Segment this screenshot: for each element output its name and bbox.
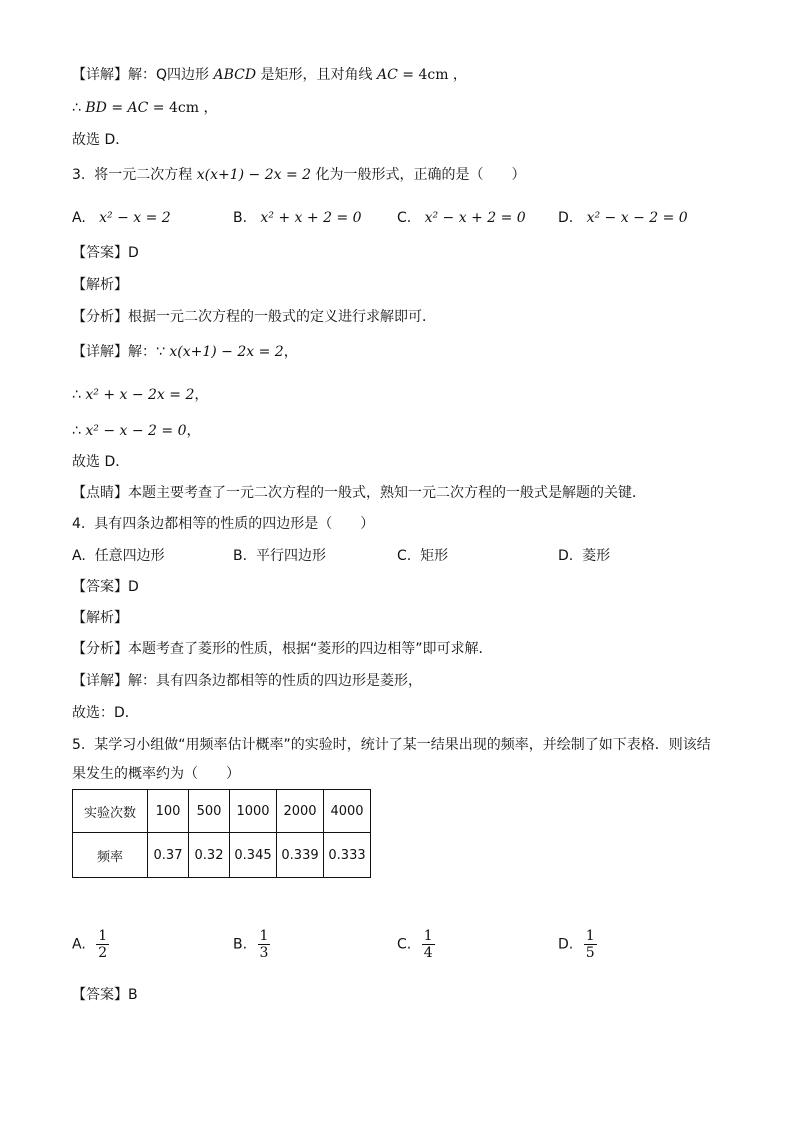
question-text: 具有四条边都相等的性质的四边形是（ ） bbox=[94, 516, 375, 532]
q4-option-d bbox=[558, 546, 610, 566]
answer-tag: 【答案】 bbox=[72, 579, 128, 595]
q3-option-d bbox=[558, 208, 688, 228]
option-label: C. bbox=[397, 548, 412, 564]
table-row bbox=[73, 790, 371, 833]
denominator: 5 bbox=[585, 945, 595, 961]
math-equation: x² + x − 2x = 2 bbox=[85, 387, 195, 403]
option-label: A. bbox=[72, 210, 86, 226]
q5-option-a bbox=[72, 928, 109, 961]
option-text: 平行四边形 bbox=[255, 548, 326, 564]
option-label: B. bbox=[233, 548, 248, 564]
option-label: D. bbox=[558, 548, 574, 564]
math-ac: AC bbox=[127, 100, 149, 116]
question-text: 化为一般形式，正确的是（ ） bbox=[311, 167, 526, 183]
therefore-symbol: ∴ bbox=[72, 423, 86, 439]
numerator: 1 bbox=[423, 928, 433, 944]
q4-xiangjie bbox=[72, 671, 422, 691]
math-value: = 4cm ， bbox=[397, 67, 467, 83]
q3-dianjing bbox=[72, 483, 646, 503]
q3-step-2 bbox=[72, 421, 200, 441]
option-label: C. bbox=[397, 936, 412, 953]
punct: ， bbox=[186, 423, 201, 439]
denominator: 4 bbox=[423, 945, 433, 961]
question-text: 将一元二次方程 bbox=[94, 167, 197, 183]
detail-prefix: 解：∵ bbox=[128, 344, 170, 360]
q4-fenxi bbox=[72, 639, 493, 659]
table-header-cell: 2000 bbox=[277, 790, 324, 833]
math-equation: x² − x − 2 = 0 bbox=[85, 423, 187, 439]
therefore-symbol: ∴ bbox=[72, 387, 86, 403]
table-header-cell: 1000 bbox=[230, 790, 277, 833]
punct: ， bbox=[283, 344, 298, 360]
solution-prefix: 解： bbox=[128, 67, 156, 83]
therefore-symbol: ∴ bbox=[72, 100, 86, 116]
answer-tag: 【答案】 bbox=[72, 245, 128, 261]
q3-fenxi bbox=[72, 307, 436, 327]
dianjing-text: 本题主要考查了一元二次方程的一般式，熟知一元二次方程的一般式是解题的关键． bbox=[128, 485, 646, 501]
math-abcd: ABCD bbox=[213, 67, 257, 83]
table-cell: 0.333 bbox=[324, 833, 371, 878]
math-bd: BD bbox=[85, 100, 107, 116]
q4-option-c bbox=[397, 546, 448, 566]
fraction bbox=[584, 928, 597, 961]
option-label: B. bbox=[233, 210, 248, 226]
q3-option-b bbox=[233, 208, 362, 228]
fraction bbox=[422, 928, 435, 961]
text-segment: 四边形 bbox=[167, 67, 214, 83]
question-number: 4. bbox=[72, 516, 86, 532]
option-label: D. bbox=[558, 936, 574, 953]
q5-option-c bbox=[397, 928, 435, 961]
solution-line-1 bbox=[72, 65, 467, 85]
q3-step-1 bbox=[72, 385, 208, 405]
question-number: 5. bbox=[72, 737, 86, 753]
detail-text: 解：具有四条边都相等的性质的四边形是菱形， bbox=[128, 673, 422, 689]
q4-option-a bbox=[72, 546, 165, 566]
solution-line-2 bbox=[72, 98, 217, 118]
q4-select: 故选：D． bbox=[72, 705, 139, 721]
q3-option-c bbox=[397, 208, 526, 228]
math-value: = 4cm ， bbox=[148, 100, 218, 116]
detail-tag: 【详解】 bbox=[72, 344, 128, 360]
math-equation: x(x+1) − 2x = 2 bbox=[196, 167, 312, 183]
option-label: C. bbox=[397, 210, 412, 226]
dianjing-tag: 【点睛】 bbox=[72, 485, 128, 501]
option-math: x² − x − 2 = 0 bbox=[586, 210, 688, 226]
answer-tag: 【答案】 bbox=[72, 987, 128, 1003]
cell-value: 0.339 bbox=[281, 847, 319, 863]
punct: ， bbox=[194, 387, 209, 403]
fenxi-text: 根据一元二次方程的一般式的定义进行求解即可． bbox=[128, 309, 436, 325]
q3-xiangjie bbox=[72, 342, 298, 362]
question-4 bbox=[72, 514, 374, 534]
option-text: 菱形 bbox=[582, 548, 611, 564]
option-label: D. bbox=[558, 210, 574, 226]
denominator: 3 bbox=[259, 945, 269, 961]
answer-value: B bbox=[128, 987, 138, 1003]
option-label: A. bbox=[72, 936, 86, 953]
q3-option-a bbox=[72, 208, 171, 228]
cell-value: 0.37 bbox=[153, 847, 183, 863]
answer-value: D bbox=[128, 579, 139, 595]
q5-answer bbox=[72, 985, 138, 1005]
q3-select: 故选 D． bbox=[72, 454, 130, 470]
option-math: x² + x + 2 = 0 bbox=[260, 210, 362, 226]
math-ac: AC bbox=[377, 67, 398, 83]
table-cell: 频率 bbox=[73, 833, 148, 878]
math-equation: x(x+1) − 2x = 2 bbox=[169, 344, 284, 360]
question-5-line-1 bbox=[72, 735, 711, 755]
option-math: x² − x + 2 = 0 bbox=[424, 210, 526, 226]
table-header-cell: 实验次数 bbox=[73, 790, 148, 833]
text-segment: 是矩形，且对角线 bbox=[256, 67, 377, 83]
fenxi-text: 本题考查了菱形的性质，根据“菱形的四边相等”即可求解． bbox=[128, 641, 493, 657]
detail-tag: 【详解】 bbox=[72, 67, 128, 83]
table-header-cell: 4000 bbox=[324, 790, 371, 833]
fraction bbox=[96, 928, 109, 961]
question-3 bbox=[72, 165, 526, 185]
option-math: x² − x = 2 bbox=[99, 210, 171, 226]
option-label: A. bbox=[72, 548, 86, 564]
table-cell: 0.345 bbox=[230, 833, 277, 878]
numerator: 1 bbox=[98, 928, 108, 944]
q3-answer bbox=[72, 243, 139, 263]
option-text: 任意四边形 bbox=[94, 548, 165, 564]
question-text: 某学习小组做“用频率估计概率”的实验时，统计了某一结果出现的频率，并绘制了如下表格．则该结 bbox=[94, 737, 711, 753]
q3-analysis-tag: 【解析】 bbox=[72, 277, 128, 293]
q5-option-d bbox=[558, 928, 597, 961]
option-text: 矩形 bbox=[420, 548, 449, 564]
table-header-cell: 100 bbox=[148, 790, 189, 833]
option-label: B. bbox=[233, 936, 248, 953]
fraction bbox=[258, 928, 271, 961]
numerator: 1 bbox=[259, 928, 269, 944]
table-cell: 0.32 bbox=[189, 833, 230, 878]
q5-option-b bbox=[233, 928, 270, 961]
fenxi-tag: 【分析】 bbox=[72, 309, 128, 325]
q4-option-b bbox=[233, 546, 326, 566]
detail-tag: 【详解】 bbox=[72, 673, 128, 689]
table-header-cell: 500 bbox=[189, 790, 230, 833]
denominator: 2 bbox=[98, 945, 108, 961]
equals: = bbox=[106, 100, 128, 116]
q4-answer bbox=[72, 577, 139, 597]
answer-value: D bbox=[128, 245, 139, 261]
table-cell bbox=[148, 833, 189, 878]
table-cell bbox=[277, 833, 324, 878]
frequency-table bbox=[72, 789, 371, 878]
numerator: 1 bbox=[585, 928, 595, 944]
question-number: 3. bbox=[72, 167, 86, 183]
fenxi-tag: 【分析】 bbox=[72, 641, 128, 657]
select-line: 故选 D． bbox=[72, 132, 130, 148]
question-5-line-2: 果发生的概率约为（ ） bbox=[72, 766, 240, 782]
because-symbol: Q bbox=[156, 67, 168, 83]
table-row bbox=[73, 833, 371, 878]
q4-analysis-tag: 【解析】 bbox=[72, 610, 128, 626]
